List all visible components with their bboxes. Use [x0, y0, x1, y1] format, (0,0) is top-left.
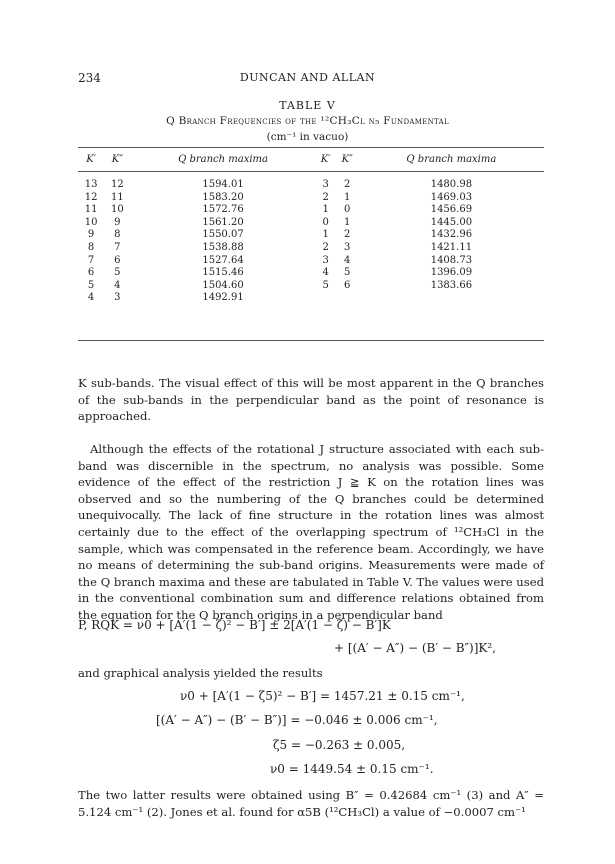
table-cell: 13 — [84, 179, 98, 190]
table-row — [78, 267, 544, 280]
paragraph-sub-bands: K sub-bands. The visual effect of this will be most apparent in the Q branches of the sub-bands in the perpendicular band as the point of resonance is approached. — [78, 376, 544, 424]
table-cell: 1480.98 — [430, 179, 473, 190]
table-cell: 9 — [87, 229, 95, 241]
table-cell: 11 — [110, 191, 124, 203]
table-cell: 1572.76 — [202, 204, 244, 216]
table-cell: 1 — [344, 216, 351, 228]
table-row — [78, 229, 544, 242]
col-header-k-upper-2: K′ — [316, 148, 336, 172]
table-bottom-rule — [78, 340, 544, 341]
paragraph-latter-results: The two latter results were obtained using B″ = 0.42684 cm⁻¹ (3) and A″ = 5.124 cm⁻¹ (2). Jones et al. found for α5B (¹²CH₃Cl) a value of −0.0007 cm⁻¹ — [78, 788, 544, 819]
table-cell — [359, 292, 544, 308]
table-cell: 2 — [322, 241, 329, 253]
table-cell: 1492.91 — [202, 292, 244, 304]
table-cell: 1561.20 — [202, 216, 244, 228]
paragraph-rotational-structure: Although the effects of the rotational J structure associated with each sub-band was discernible in the spectrum, no analysis was possible. Some evidence of the effect of the restriction J ≧ K on the rotation lines was observed and so the numbering of the Q branches could be determined unequivocally. The lack of fine structure in the rotation lines was almost certainly due to the effect of the overlapping spectrum of ¹²CH₃Cl in the sample, which was compensated in the reference beam. Accordingly, we have no means of determining the sub-band origins. Measurements were made of the Q branch maxima and these are tabulated in Table V. The values were used in the conventional combination sum and difference relations obtained from the equation for the Q branch origins in a perpendicular band — [78, 442, 544, 622]
table-cell: 2 — [344, 179, 351, 190]
table-cell: 1432.96 — [430, 229, 473, 241]
col-header-k-lower-2: K″ — [336, 148, 359, 172]
table-row — [78, 242, 544, 255]
col-header-k-upper: K′ — [78, 148, 104, 172]
table-cell: 5 — [344, 267, 351, 279]
table-cell: 1504.60 — [202, 279, 244, 291]
table-row — [78, 204, 544, 217]
table-cell — [316, 292, 336, 308]
table-cell: 6 — [114, 254, 121, 266]
page-number: 234 — [78, 71, 101, 85]
table-cell: 3 — [114, 292, 121, 304]
table-cell: 1 — [322, 229, 329, 241]
result-band-origin-sum: ν0 + [A′(1 − ζ5)² − B′] = 1457.21 ± 0.15 cm⁻¹, — [180, 689, 465, 703]
table-cell: 4 — [344, 254, 351, 266]
table-cell: 1527.64 — [202, 254, 244, 266]
table-cell: 6 — [87, 267, 95, 279]
table-cell: 2 — [344, 229, 351, 241]
table-cell: 5 — [322, 279, 329, 291]
table-row — [78, 280, 544, 293]
table-cell: 12 — [110, 179, 124, 190]
table-row — [78, 217, 544, 230]
table-cell: 8 — [87, 241, 95, 253]
equation-q-branch-line1: P, RQK = ν0 + [A′(1 − ζ)² − B′] ± 2[A′(1 − ζ) − B′]K — [78, 618, 391, 632]
table-cell: 5 — [87, 279, 95, 291]
col-header-k-lower: K″ — [104, 148, 130, 172]
table-caption — [0, 115, 615, 127]
table-cell: 1 — [344, 191, 351, 203]
table-cell: 10 — [110, 204, 124, 216]
table-cell: 9 — [114, 216, 121, 228]
table-cell: 1515.46 — [202, 267, 244, 279]
table-cell: 1538.88 — [202, 241, 244, 253]
table-cell: 1456.69 — [430, 204, 473, 216]
table-cell: 0 — [344, 204, 351, 216]
result-nu0: ν0 = 1449.54 ± 0.15 cm⁻¹. — [270, 762, 434, 776]
table-cell: 1 — [322, 204, 329, 216]
table-cell: 12 — [84, 191, 98, 203]
table-cell: 4 — [322, 267, 329, 279]
table-cell: 4 — [87, 292, 95, 304]
table-cell: 1421.11 — [430, 241, 473, 253]
table-cell: 0 — [322, 216, 329, 228]
table-cell: 8 — [114, 229, 121, 241]
table-cell: 2 — [322, 191, 329, 203]
table-row — [78, 292, 544, 308]
table-cell: 1594.01 — [202, 179, 244, 190]
table-cell: 3 — [344, 241, 351, 253]
result-rotational-difference: [(A′ − A″) − (B′ − B″)] = −0.046 ± 0.006 cm⁻¹, — [156, 713, 438, 727]
col-header-q-maxima: Q branch maxima — [130, 148, 315, 172]
table-cell: 1445.00 — [430, 216, 473, 228]
running-head: DUNCAN AND ALLAN — [239, 71, 376, 84]
table-row — [78, 192, 544, 205]
table-cell: 7 — [114, 241, 121, 253]
table-cell: 3 — [322, 254, 329, 266]
table-units: (cm⁻¹ in vacuo) — [266, 131, 349, 143]
table-cell: 1469.03 — [430, 191, 473, 203]
table-cell: 1408.73 — [430, 254, 473, 266]
table-cell: 1550.07 — [202, 229, 244, 241]
table-cell: 11 — [84, 204, 98, 216]
table-label: TABLE V — [279, 99, 336, 112]
q-branch-table — [78, 147, 544, 308]
table-cell: 10 — [84, 216, 98, 228]
table-row — [78, 172, 544, 192]
table-cell: 4 — [114, 279, 121, 291]
paragraph-graphical-analysis: and graphical analysis yielded the results — [78, 666, 323, 680]
table-cell: 5 — [114, 267, 121, 279]
equation-q-branch-line2: + [(A′ − A″) − (B′ − B″)]K², — [334, 641, 496, 655]
table-caption-text: Q Branch Frequencies of the ¹²CH₃Cl ν₅ Fundamental — [166, 115, 449, 127]
table-cell: 1583.20 — [202, 191, 244, 203]
table-cell: 7 — [87, 254, 95, 266]
table-cell: 1396.09 — [430, 267, 473, 279]
col-header-q-maxima-2: Q branch maxima — [359, 148, 544, 172]
result-zeta5: ζ5 = −0.263 ± 0.005, — [273, 738, 406, 752]
table-cell: 3 — [322, 179, 329, 190]
table-header-row — [78, 148, 544, 172]
table-cell — [336, 292, 359, 308]
table-cell: 1383.66 — [430, 279, 473, 291]
table-cell: 6 — [344, 279, 351, 291]
table-row — [78, 255, 544, 268]
